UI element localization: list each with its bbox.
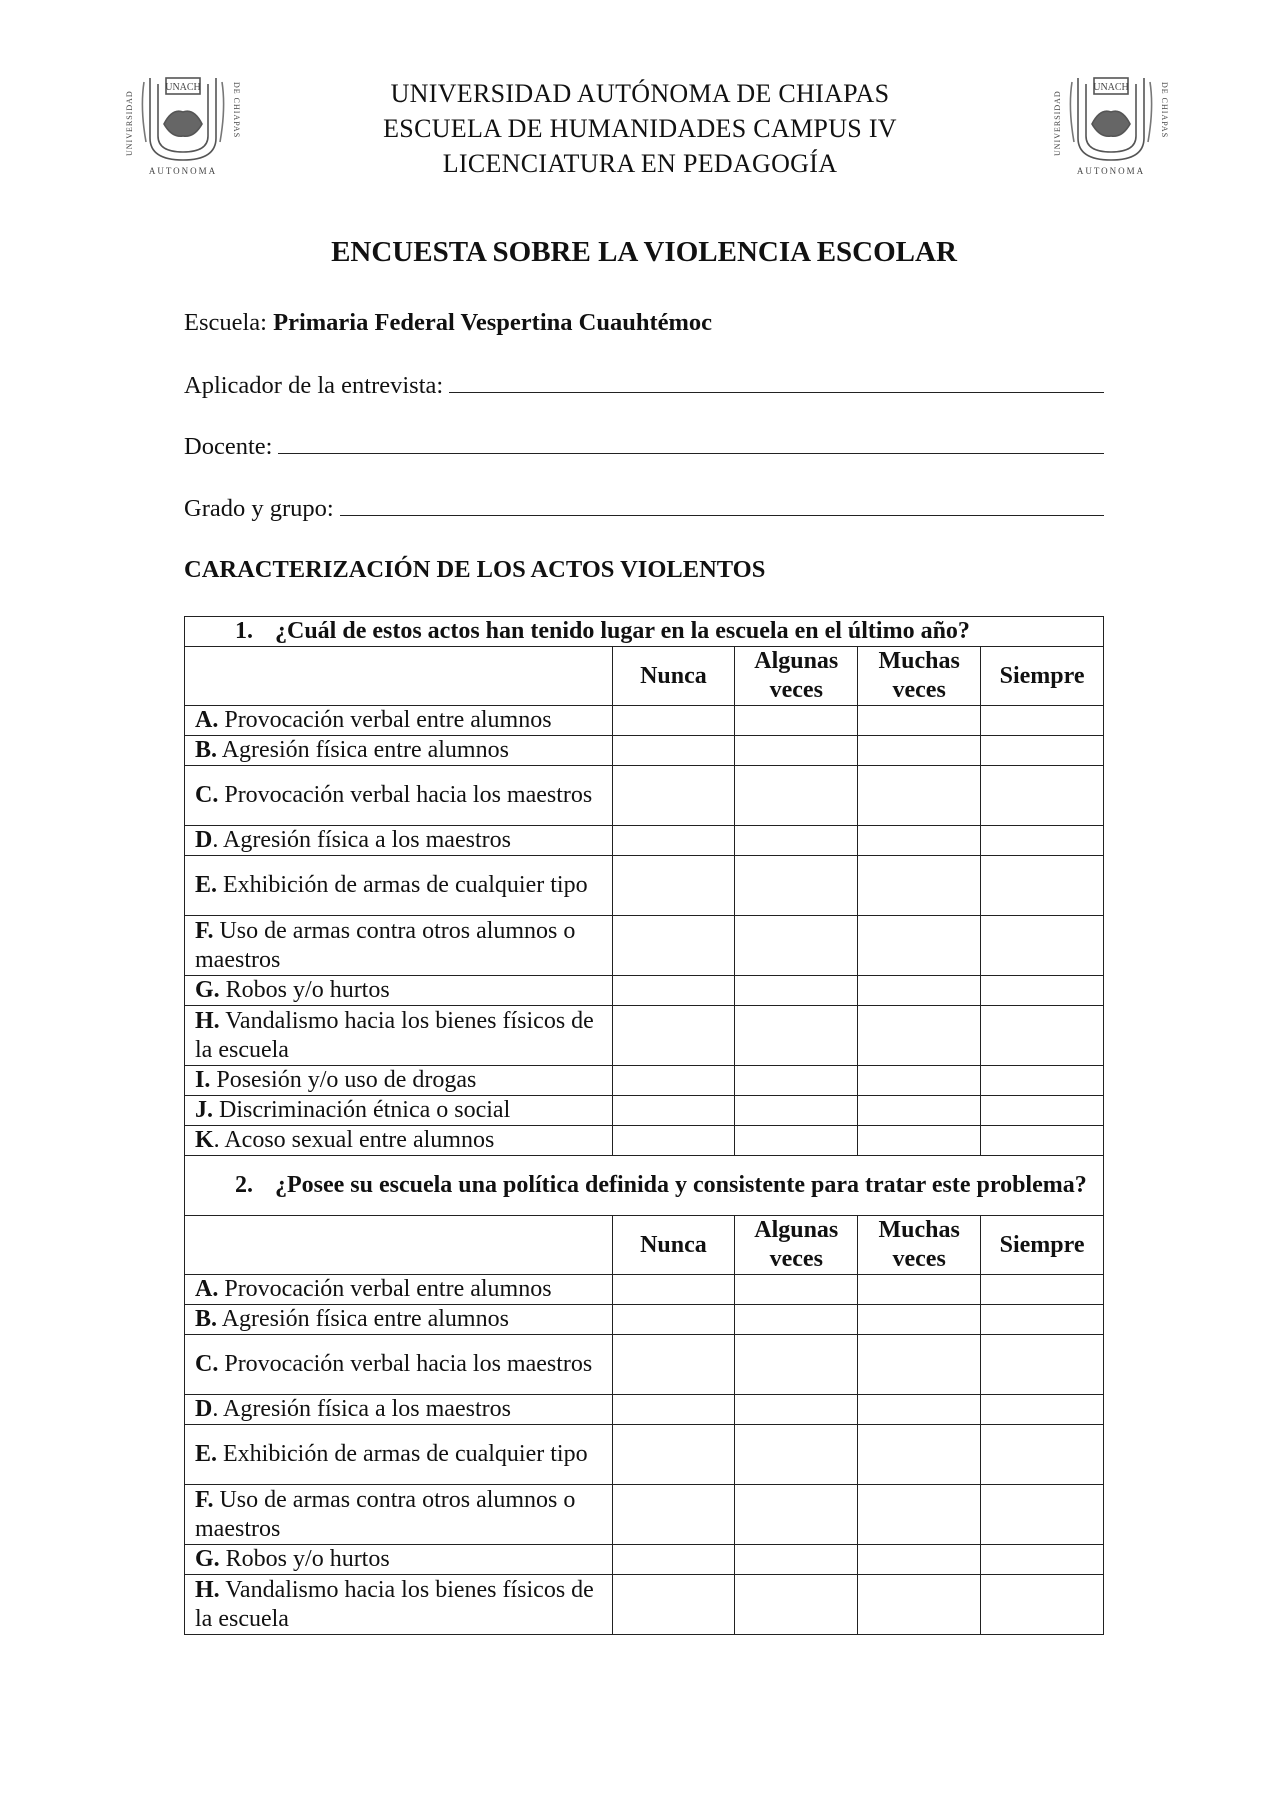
item-text: Exhibición de armas de cualquier tipo — [217, 1441, 588, 1467]
answer-cell-nunca[interactable] — [612, 856, 735, 916]
item-text: Uso de armas contra otros alumnos o maestros — [195, 1486, 576, 1542]
table-row — [185, 1395, 1104, 1425]
answer-cell-muchas-veces[interactable] — [858, 976, 981, 1006]
answer-cell-algunas-veces[interactable] — [735, 1066, 858, 1096]
answer-cell-nunca[interactable] — [612, 706, 735, 736]
item-letter: G. — [195, 977, 220, 1003]
table-row — [185, 916, 1104, 976]
answer-cell-muchas-veces[interactable] — [858, 826, 981, 856]
header-nunca-line: Nunca — [640, 1231, 707, 1258]
item-letter: A. — [195, 1276, 219, 1302]
answer-cell-nunca[interactable] — [612, 1335, 735, 1395]
answer-cell-nunca[interactable] — [612, 1575, 735, 1635]
header-algunas-veces — [735, 647, 858, 706]
item-label-cell — [185, 706, 613, 736]
item-text: Vandalismo hacia los bienes físicos de la escuela — [195, 1576, 594, 1632]
header-school: ESCUELA DE HUMANIDADES CAMPUS IV — [383, 114, 897, 143]
answer-cell-siempre[interactable] — [981, 1335, 1104, 1395]
header-algunas-veces-line: veces — [769, 677, 823, 703]
answer-cell-algunas-veces[interactable] — [735, 1335, 858, 1395]
column-header-row — [185, 1216, 1104, 1275]
answer-cell-nunca[interactable] — [612, 976, 735, 1006]
answer-cell-siempre[interactable] — [981, 856, 1104, 916]
header-nunca — [612, 1216, 735, 1275]
svg-text:DE CHIAPAS: DE CHIAPAS — [232, 82, 241, 139]
answer-cell-muchas-veces[interactable] — [858, 706, 981, 736]
item-text: Provocación verbal hacia los maestros — [218, 1351, 593, 1377]
item-label-cell — [185, 1395, 613, 1425]
svg-text:UNIVERSIDAD: UNIVERSIDAD — [125, 90, 134, 156]
item-letter: A. — [195, 707, 219, 733]
answer-cell-algunas-veces[interactable] — [735, 1425, 858, 1485]
answer-cell-algunas-veces[interactable] — [735, 1096, 858, 1126]
header-muchas-veces — [858, 1216, 981, 1275]
question-row — [185, 1156, 1104, 1216]
svg-text:AUTONOMA: AUTONOMA — [148, 166, 218, 176]
answer-cell-nunca[interactable] — [612, 1096, 735, 1126]
item-text: Vandalismo hacia los bienes físicos de la escuela — [195, 1007, 594, 1063]
answer-cell-siempre[interactable] — [981, 706, 1104, 736]
item-label-cell — [185, 916, 613, 976]
survey-table — [184, 616, 1104, 1635]
item-label-cell — [185, 856, 613, 916]
header-siempre-line: Siempre — [999, 1231, 1085, 1258]
answer-cell-siempre[interactable] — [981, 1425, 1104, 1485]
header-nunca-line: Nunca — [640, 662, 707, 689]
answer-cell-algunas-veces[interactable] — [735, 736, 858, 766]
teacher-blank-line[interactable] — [278, 431, 1104, 454]
applicator-label: Aplicador de la entrevista: — [184, 372, 444, 399]
item-label-cell — [185, 766, 613, 826]
table-row — [185, 1096, 1104, 1126]
item-letter: D — [195, 827, 213, 853]
item-label-cell — [185, 1305, 613, 1335]
header-algunas-veces-line: Algunas — [754, 1217, 839, 1243]
item-label-cell — [185, 1066, 613, 1096]
grade-group-blank-line[interactable] — [340, 493, 1104, 516]
item-text: Agresión física entre alumnos — [217, 1306, 509, 1332]
table-row — [185, 826, 1104, 856]
item-letter: I. — [195, 1067, 211, 1093]
item-label-cell — [185, 1425, 613, 1485]
table-row — [185, 1335, 1104, 1395]
answer-cell-algunas-veces[interactable] — [735, 1485, 858, 1545]
answer-cell-nunca[interactable] — [612, 1545, 735, 1575]
answer-cell-siempre[interactable] — [981, 766, 1104, 826]
answer-cell-muchas-veces[interactable] — [858, 1485, 981, 1545]
header-algunas-veces-line: veces — [769, 1246, 823, 1272]
answer-cell-algunas-veces[interactable] — [735, 1575, 858, 1635]
item-text: Provocación verbal entre alumnos — [218, 707, 552, 733]
question-row — [185, 617, 1104, 647]
answer-cell-muchas-veces[interactable] — [858, 1096, 981, 1126]
answer-cell-algunas-veces[interactable] — [735, 1305, 858, 1335]
svg-text:UNACH: UNACH — [1093, 82, 1129, 93]
header-muchas-veces-line: veces — [892, 1246, 946, 1272]
school-field — [184, 308, 1104, 338]
item-letter: F. — [195, 1486, 214, 1513]
answer-cell-algunas-veces[interactable] — [735, 1395, 858, 1425]
header-empty-cell — [185, 647, 613, 706]
svg-text:DE CHIAPAS: DE CHIAPAS — [1160, 82, 1169, 139]
item-text: Uso de armas contra otros alumnos o maestros — [195, 917, 576, 973]
table-row — [185, 856, 1104, 916]
section-title: CARACTERIZACIÓN DE LOS ACTOS VIOLENTOS — [184, 556, 766, 583]
answer-cell-siempre[interactable] — [981, 976, 1104, 1006]
item-label-cell — [185, 826, 613, 856]
item-label-cell — [185, 976, 613, 1006]
answer-cell-muchas-veces[interactable] — [858, 1395, 981, 1425]
item-letter: F. — [195, 917, 214, 944]
answer-cell-muchas-veces[interactable] — [858, 1126, 981, 1156]
header-algunas-veces — [735, 1216, 858, 1275]
item-text: . Agresión física a los maestros — [212, 1396, 511, 1422]
question-number: 1. — [235, 618, 253, 644]
answer-cell-muchas-veces[interactable] — [858, 916, 981, 976]
unach-seal-icon — [120, 68, 246, 178]
answer-cell-muchas-veces[interactable] — [858, 1006, 981, 1066]
table-row — [185, 706, 1104, 736]
item-letter: G. — [195, 1546, 220, 1572]
answer-cell-siempre[interactable] — [981, 1275, 1104, 1305]
answer-cell-muchas-veces[interactable] — [858, 856, 981, 916]
item-letter: C. — [195, 1351, 219, 1377]
header-muchas-veces-line: Muchas — [878, 648, 960, 674]
item-label-cell — [185, 1096, 613, 1126]
table-row — [185, 1066, 1104, 1096]
table-row — [185, 1006, 1104, 1066]
answer-cell-nunca[interactable] — [612, 1305, 735, 1335]
item-letter: B. — [195, 1306, 218, 1332]
svg-text:AUTONOMA: AUTONOMA — [1076, 166, 1146, 176]
item-text: Agresión física entre alumnos — [217, 737, 509, 763]
answer-cell-siempre[interactable] — [981, 1545, 1104, 1575]
answer-cell-muchas-veces[interactable] — [858, 1305, 981, 1335]
svg-text:UNIVERSIDAD: UNIVERSIDAD — [1053, 90, 1062, 156]
item-letter: K — [195, 1127, 214, 1153]
item-label-cell — [185, 1126, 613, 1156]
answer-cell-muchas-veces[interactable] — [858, 1335, 981, 1395]
item-letter: B. — [195, 737, 218, 763]
item-text: Exhibición de armas de cualquier tipo — [217, 872, 588, 898]
answer-cell-muchas-veces[interactable] — [858, 1545, 981, 1575]
header-muchas-veces-line: Muchas — [878, 1217, 960, 1243]
table-row — [185, 1126, 1104, 1156]
answer-cell-algunas-veces[interactable] — [735, 706, 858, 736]
answer-cell-nunca[interactable] — [612, 1275, 735, 1305]
question-wrap — [235, 617, 1093, 646]
item-text: . Agresión física a los maestros — [212, 827, 511, 853]
question-cell — [185, 1156, 1104, 1216]
grade-group-field — [184, 493, 1104, 524]
university-header — [300, 76, 980, 181]
answer-cell-algunas-veces[interactable] — [735, 1006, 858, 1066]
answer-cell-muchas-veces[interactable] — [858, 766, 981, 826]
answer-cell-algunas-veces[interactable] — [735, 1126, 858, 1156]
answer-cell-algunas-veces[interactable] — [735, 1545, 858, 1575]
item-label-cell — [185, 736, 613, 766]
question-number: 2. — [235, 1172, 253, 1198]
item-label-cell — [185, 1575, 613, 1635]
answer-cell-siempre[interactable] — [981, 1126, 1104, 1156]
item-label-cell — [185, 1006, 613, 1066]
answer-cell-nunca[interactable] — [612, 1126, 735, 1156]
answer-cell-siempre[interactable] — [981, 1395, 1104, 1425]
answer-cell-siempre[interactable] — [981, 826, 1104, 856]
header-program: LICENCIATURA EN PEDAGOGÍA — [442, 149, 838, 178]
teacher-field — [184, 431, 1104, 462]
item-label-cell — [185, 1485, 613, 1545]
answer-cell-algunas-veces[interactable] — [735, 826, 858, 856]
header-muchas-veces — [858, 647, 981, 706]
item-letter: E. — [195, 1441, 218, 1467]
item-letter: C. — [195, 782, 219, 808]
answer-cell-algunas-veces[interactable] — [735, 766, 858, 826]
item-label-cell — [185, 1275, 613, 1305]
teacher-label: Docente: — [184, 433, 273, 460]
table-row — [185, 1575, 1104, 1635]
header-siempre — [981, 647, 1104, 706]
answer-cell-siempre[interactable] — [981, 1575, 1104, 1635]
school-value: Primaria Federal Vespertina Cuauhtémoc — [273, 309, 713, 336]
applicator-field — [184, 370, 1104, 401]
answer-cell-nunca[interactable] — [612, 1425, 735, 1485]
answer-cell-nunca[interactable] — [612, 1006, 735, 1066]
answer-cell-siempre[interactable] — [981, 1096, 1104, 1126]
item-text: Provocación verbal entre alumnos — [218, 1276, 552, 1302]
applicator-blank-line[interactable] — [449, 370, 1104, 393]
item-text: Posesión y/o uso de drogas — [210, 1067, 477, 1093]
answer-cell-algunas-veces[interactable] — [735, 856, 858, 916]
item-letter: J. — [195, 1097, 213, 1123]
answer-cell-algunas-veces[interactable] — [735, 916, 858, 976]
header-muchas-veces-line: veces — [892, 677, 946, 703]
unach-logo-right — [1048, 68, 1174, 178]
item-text: Robos y/o hurtos — [219, 1546, 390, 1572]
table-row — [185, 976, 1104, 1006]
survey-title: ENCUESTA SOBRE LA VIOLENCIA ESCOLAR — [331, 236, 957, 268]
answer-cell-siempre[interactable] — [981, 736, 1104, 766]
answer-cell-nunca[interactable] — [612, 826, 735, 856]
table-row — [185, 766, 1104, 826]
table-row — [185, 1275, 1104, 1305]
header-nunca — [612, 647, 735, 706]
item-text: . Acoso sexual entre alumnos — [213, 1127, 495, 1153]
column-header-row — [185, 647, 1104, 706]
header-siempre — [981, 1216, 1104, 1275]
answer-cell-nunca[interactable] — [612, 916, 735, 976]
table-row — [185, 1425, 1104, 1485]
item-text: Discriminación étnica o social — [213, 1097, 511, 1123]
svg-text:UNACH: UNACH — [165, 82, 201, 93]
answer-cell-muchas-veces[interactable] — [858, 1066, 981, 1096]
answer-cell-muchas-veces[interactable] — [858, 1275, 981, 1305]
answer-cell-siempre[interactable] — [981, 1066, 1104, 1096]
header-empty-cell — [185, 1216, 613, 1275]
question-text: ¿Posee su escuela una política definida y consistente para tratar este problema? — [275, 1172, 1087, 1198]
unach-logo-left — [120, 68, 246, 178]
answer-cell-siempre[interactable] — [981, 1485, 1104, 1545]
header-siempre-line: Siempre — [999, 662, 1085, 689]
answer-cell-siempre[interactable] — [981, 916, 1104, 976]
item-label-cell — [185, 1335, 613, 1395]
answer-cell-muchas-veces[interactable] — [858, 1425, 981, 1485]
item-letter: H. — [195, 1576, 220, 1603]
grade-group-label: Grado y grupo: — [184, 495, 334, 522]
answer-cell-nunca[interactable] — [612, 1395, 735, 1425]
answer-cell-nunca[interactable] — [612, 1066, 735, 1096]
table-row — [185, 1485, 1104, 1545]
table-row — [185, 1545, 1104, 1575]
item-letter: D — [195, 1396, 213, 1422]
answer-cell-siempre[interactable] — [981, 1006, 1104, 1066]
table-row — [185, 1305, 1104, 1335]
answer-cell-algunas-veces[interactable] — [735, 1275, 858, 1305]
header-university: UNIVERSIDAD AUTÓNOMA DE CHIAPAS — [390, 79, 890, 108]
answer-cell-nunca[interactable] — [612, 1485, 735, 1545]
answer-cell-nunca[interactable] — [612, 766, 735, 826]
question-text: ¿Cuál de estos actos han tenido lugar en la escuela en el último año? — [275, 618, 970, 644]
item-text: Robos y/o hurtos — [219, 977, 390, 1003]
school-label: Escuela: — [184, 309, 267, 336]
item-letter: H. — [195, 1007, 220, 1034]
item-text: Provocación verbal hacia los maestros — [218, 782, 593, 808]
question-cell — [185, 617, 1104, 647]
header-algunas-veces-line: Algunas — [754, 648, 839, 674]
unach-seal-icon — [1048, 68, 1174, 178]
answer-cell-nunca[interactable] — [612, 736, 735, 766]
item-label-cell — [185, 1545, 613, 1575]
table-row — [185, 736, 1104, 766]
question-wrap — [235, 1171, 1093, 1200]
answer-cell-muchas-veces[interactable] — [858, 1575, 981, 1635]
answer-cell-siempre[interactable] — [981, 1305, 1104, 1335]
answer-cell-muchas-veces[interactable] — [858, 736, 981, 766]
answer-cell-algunas-veces[interactable] — [735, 976, 858, 1006]
item-letter: E. — [195, 872, 218, 898]
